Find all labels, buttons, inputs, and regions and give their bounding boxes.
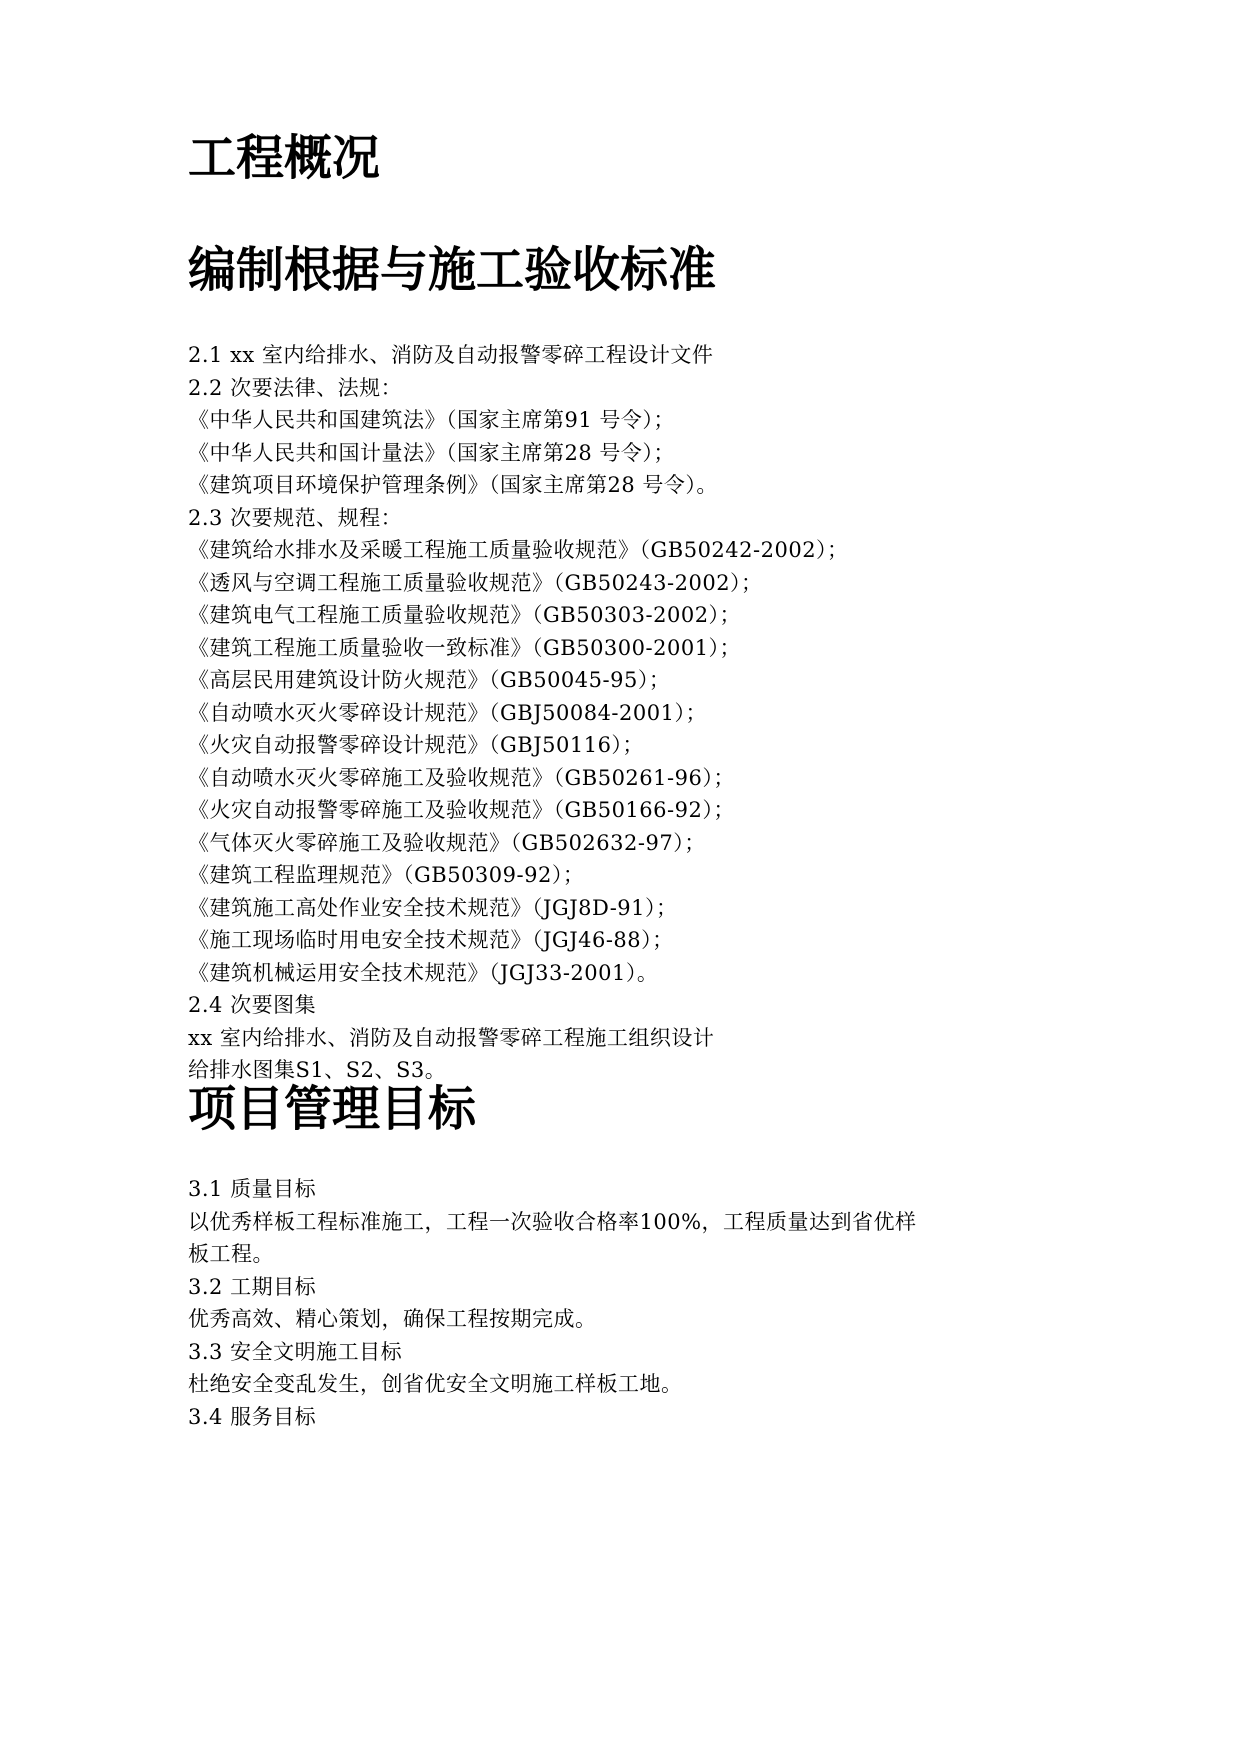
heading-goals: 项目管理目标 — [188, 1081, 477, 1137]
text-line: 《自动喷水灭火零碎设计规范》（GBJ50084-2001）； — [188, 700, 707, 725]
text-line: 《气体灭火零碎施工及验收规范》（GB502632-97）； — [188, 830, 706, 855]
text-line: 3.4 服务目标 — [188, 1404, 317, 1429]
text-line: 优秀高效、精心策划，确保工程按期完成。 — [188, 1307, 597, 1331]
text-line: 《建筑工程监理规范》（GB50309-92）； — [188, 863, 585, 887]
text-line: 2.1 xx 室内给排水、消防及自动报警零碎工程设计文件 — [188, 343, 714, 367]
text-line: xx 室内给排水、消防及自动报警零碎工程施工组织设计 — [188, 1025, 715, 1050]
text-line: 《建筑项目环境保护管理条例》（国家主席第28 号令）。 — [188, 473, 718, 497]
text-line: 2.3 次要规范、规程： — [188, 505, 403, 530]
text-line: 《高层民用建筑设计防火规范》（GB50045-95）； — [188, 668, 671, 692]
text-line: 《施工现场临时用电安全技术规范》（JGJ46-88）； — [188, 928, 674, 952]
text-line: 3.1 质量目标 — [188, 1177, 317, 1201]
text-line: 2.2 次要法律、法规： — [188, 375, 403, 400]
text-line: 《建筑机械运用安全技术规范》（JGJ33-2001）。 — [188, 960, 659, 985]
text-line: 《透风与空调工程施工质量验收规范》（GB50243-2002）； — [188, 570, 763, 595]
text-line: 《中华人民共和国建筑法》（国家主席第91 号令）； — [188, 408, 675, 432]
text-line: 2.4 次要图集 — [188, 993, 317, 1017]
text-line: 给排水图集S1、S2、S3。 — [188, 1058, 447, 1082]
text-line: 《建筑工程施工质量验收一致标准》（GB50300-2001）； — [188, 635, 742, 660]
text-line: 《建筑给水排水及采暖工程施工质量验收规范》（GB50242-2002）； — [188, 538, 849, 562]
text-line: 《火灾自动报警零碎设计规范》（GBJ50116）； — [188, 733, 644, 757]
text-line: 3.3 安全文明施工目标 — [188, 1339, 403, 1364]
text-line: 3.2 工期目标 — [188, 1274, 317, 1299]
section-2-body — [188, 339, 1068, 1087]
text-line: 杜绝安全变乱发生，创省优安全文明施工样板工地。 — [188, 1372, 683, 1396]
text-line: 《中华人民共和国计量法》（国家主席第28 号令）； — [188, 440, 675, 465]
text-line: 以优秀样板工程标准施工，工程一次验收合格率100%，工程质量达到省优样 — [188, 1209, 917, 1234]
text-line: 《建筑施工高处作业安全技术规范》（JGJ8D-91）； — [188, 895, 678, 920]
text-line: 《自动喷水灭火零碎施工及验收规范》（GB50261-96）； — [188, 765, 735, 790]
text-line: 板工程。 — [188, 1242, 274, 1266]
heading-basis: 编制根据与施工验收标准 — [188, 242, 717, 298]
text-line: 《火灾自动报警零碎施工及验收规范》（GB50166-92）； — [188, 798, 735, 822]
section-3-body — [188, 1173, 1068, 1433]
heading-overview: 工程概况 — [188, 130, 381, 186]
text-line: 《建筑电气工程施工质量验收规范》（GB50303-2002）； — [188, 603, 742, 627]
